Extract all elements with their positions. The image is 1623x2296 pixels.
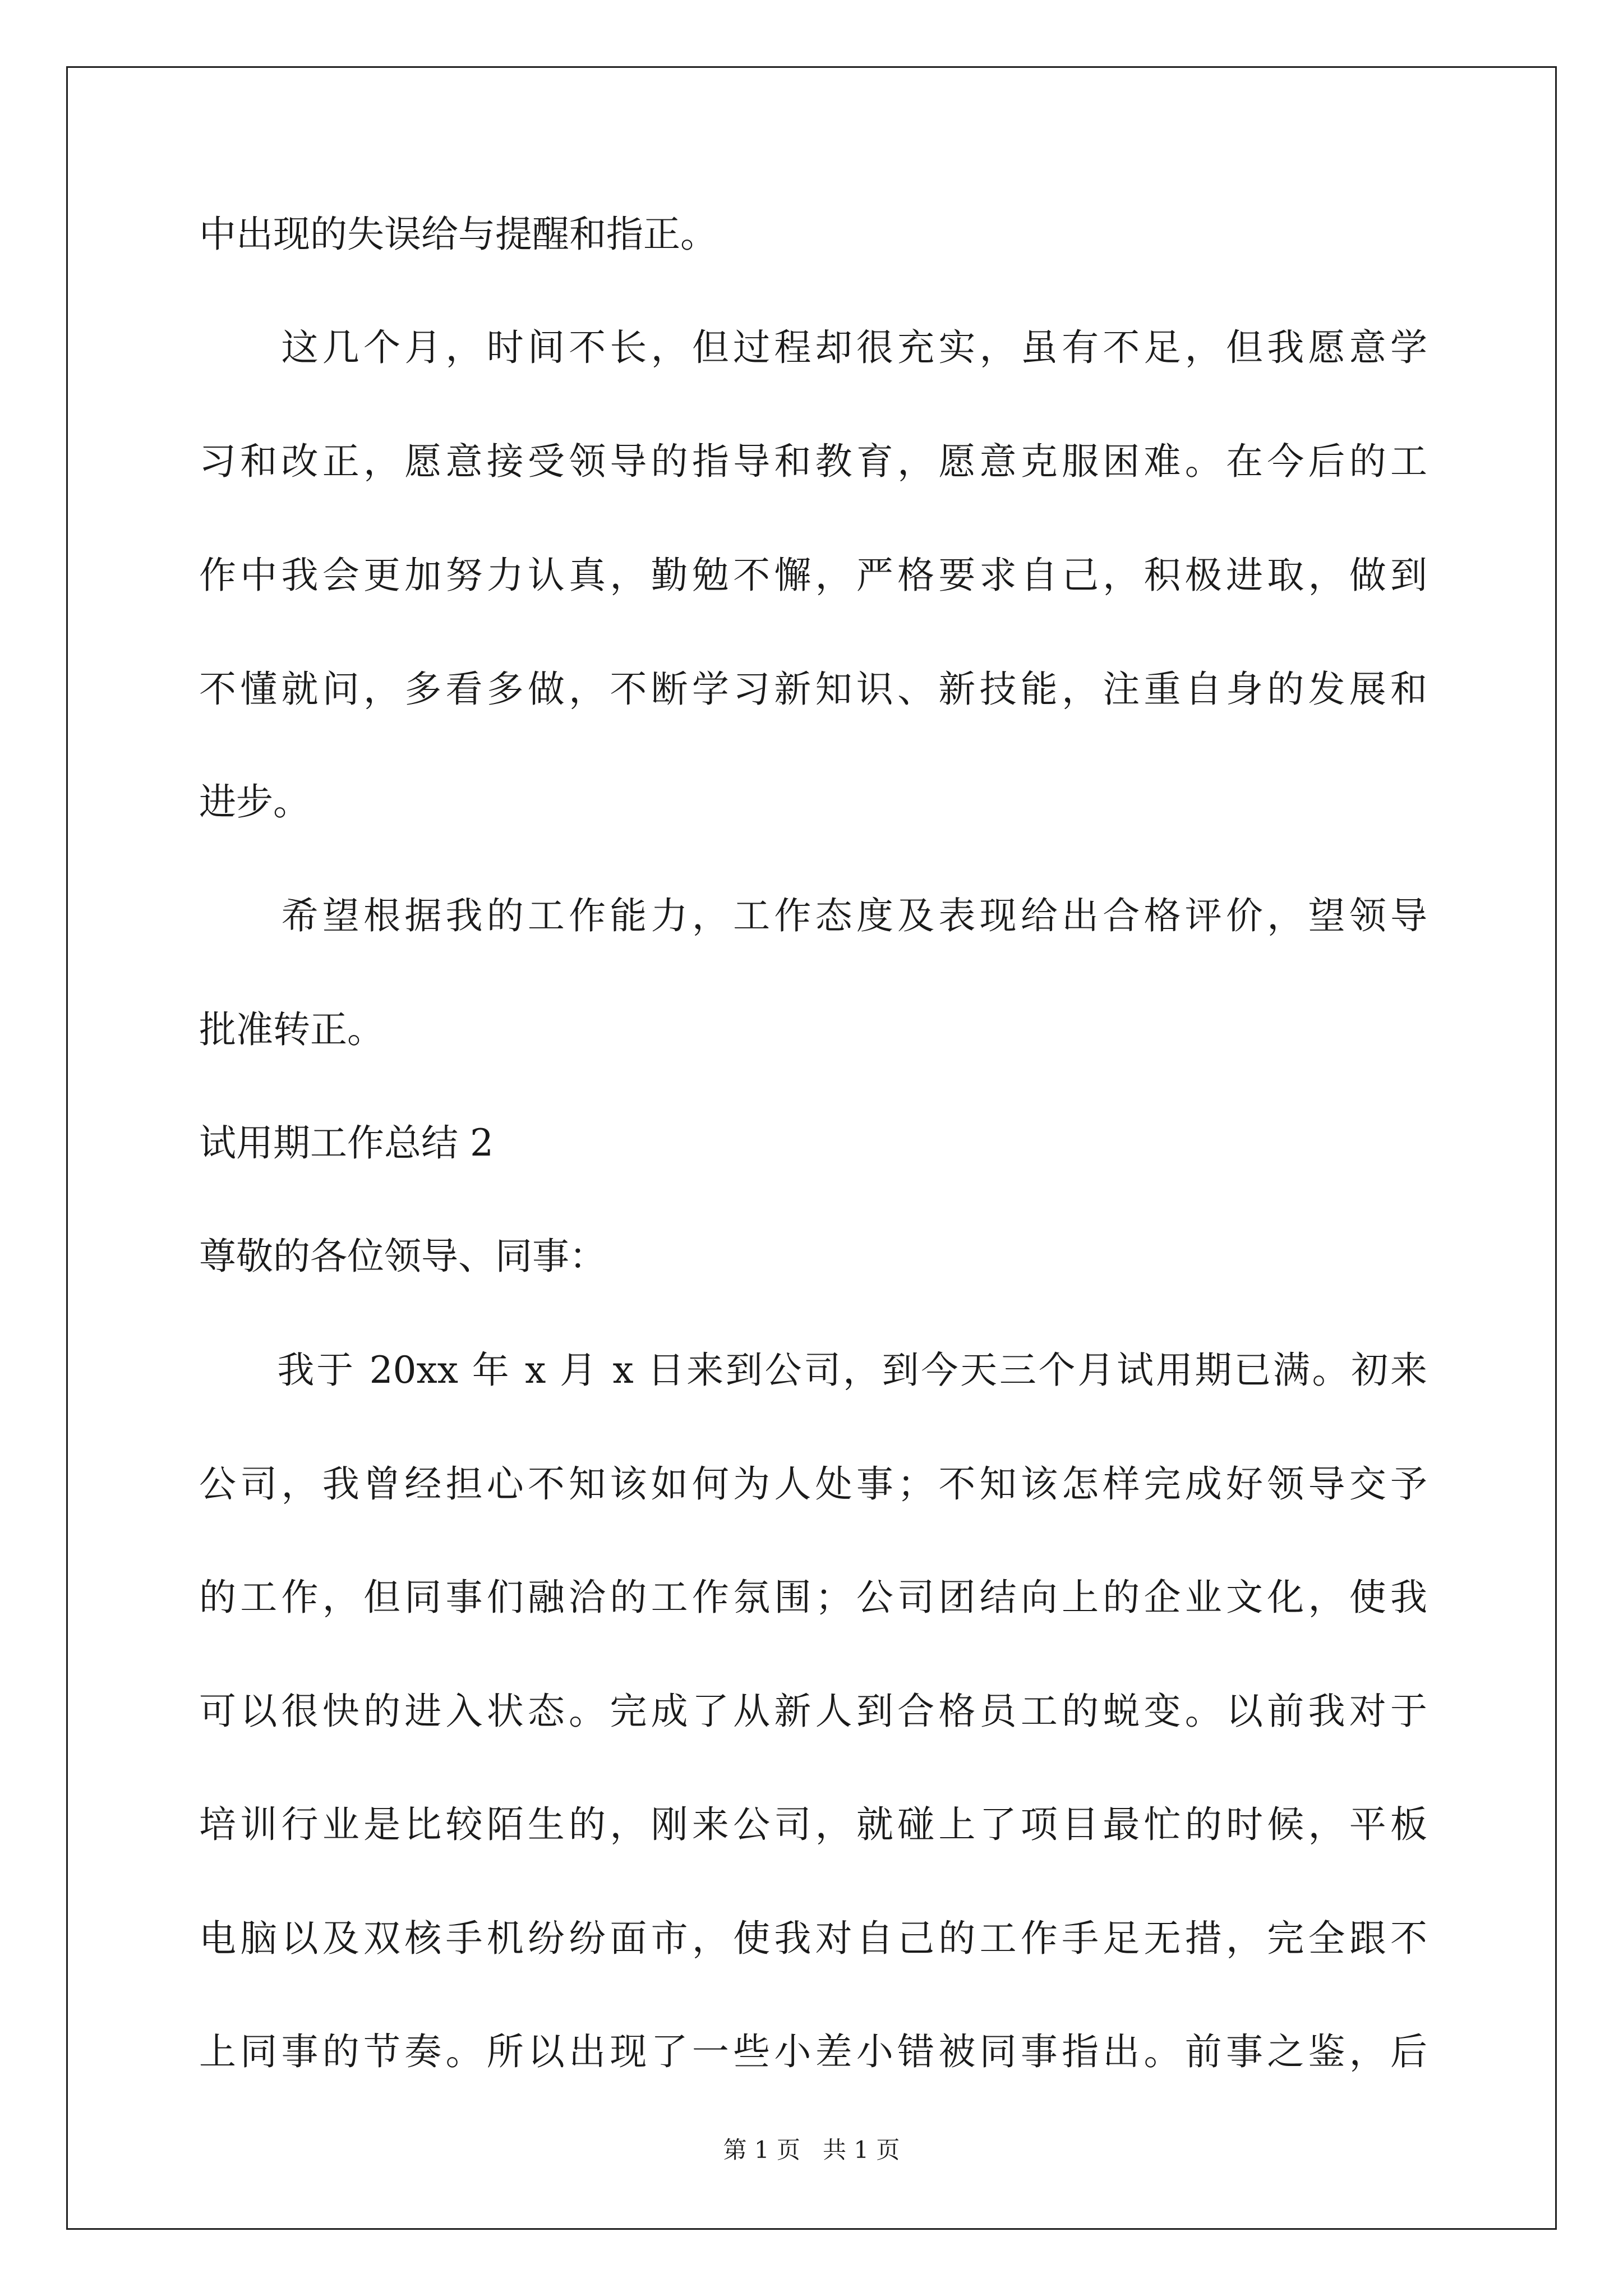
text-line: 的工作，但同事们融洽的工作氛围；公司团结向上的企业文化，使我	[199, 1576, 1427, 1619]
page-number-total: 共 1 页	[823, 2136, 900, 2164]
page-footer	[0, 2138, 1623, 2162]
text-line: 上同事的节奏。所以出现了一些小差小错被同事指出。前事之鉴，后	[199, 2030, 1427, 2073]
text-line: 公司，我曾经担心不知该如何为人处事；不知该怎样完成好领导交予	[199, 1462, 1427, 1506]
text-line: 电脑以及双核手机纷纷面市，使我对自己的工作手足无措，完全跟不	[199, 1917, 1427, 1960]
text-line: 培训行业是比较陌生的，刚来公司，就碰上了项目最忙的时候，平板	[199, 1803, 1427, 1846]
text-line: 希望根据我的工作能力，工作态度及表现给出合格评价，望领导	[199, 894, 1427, 937]
page-number-current: 第 1 页	[723, 2136, 800, 2164]
text-line: 可以很快的进入状态。完成了从新人到合格员工的蜕变。以前我对于	[199, 1690, 1427, 1733]
text-line: 不懂就问，多看多做，不断学习新知识、新技能，注重自身的发展和	[199, 668, 1427, 711]
text-line: 这几个月，时间不长，但过程却很充实，虽有不足，但我愿意学	[199, 326, 1427, 369]
text-line: 习和改正，愿意接受领导的指导和教育，愿意克服困难。在今后的工	[199, 440, 1427, 483]
text-line: 中出现的失误给与提醒和指正。	[199, 213, 717, 256]
text-line: 我于 20xx 年 x 月 x 日来到公司，到今天三个月试用期已满。初来	[199, 1349, 1427, 1392]
text-line: 批准转正。	[199, 1008, 384, 1051]
section-heading: 试用期工作总结 2	[199, 1121, 494, 1165]
salutation: 尊敬的各位领导、同事：	[199, 1235, 606, 1278]
text-line: 作中我会更加努力认真，勤勉不懈，严格要求自己，积极进取，做到	[199, 554, 1427, 597]
text-line: 进步。	[199, 780, 310, 823]
